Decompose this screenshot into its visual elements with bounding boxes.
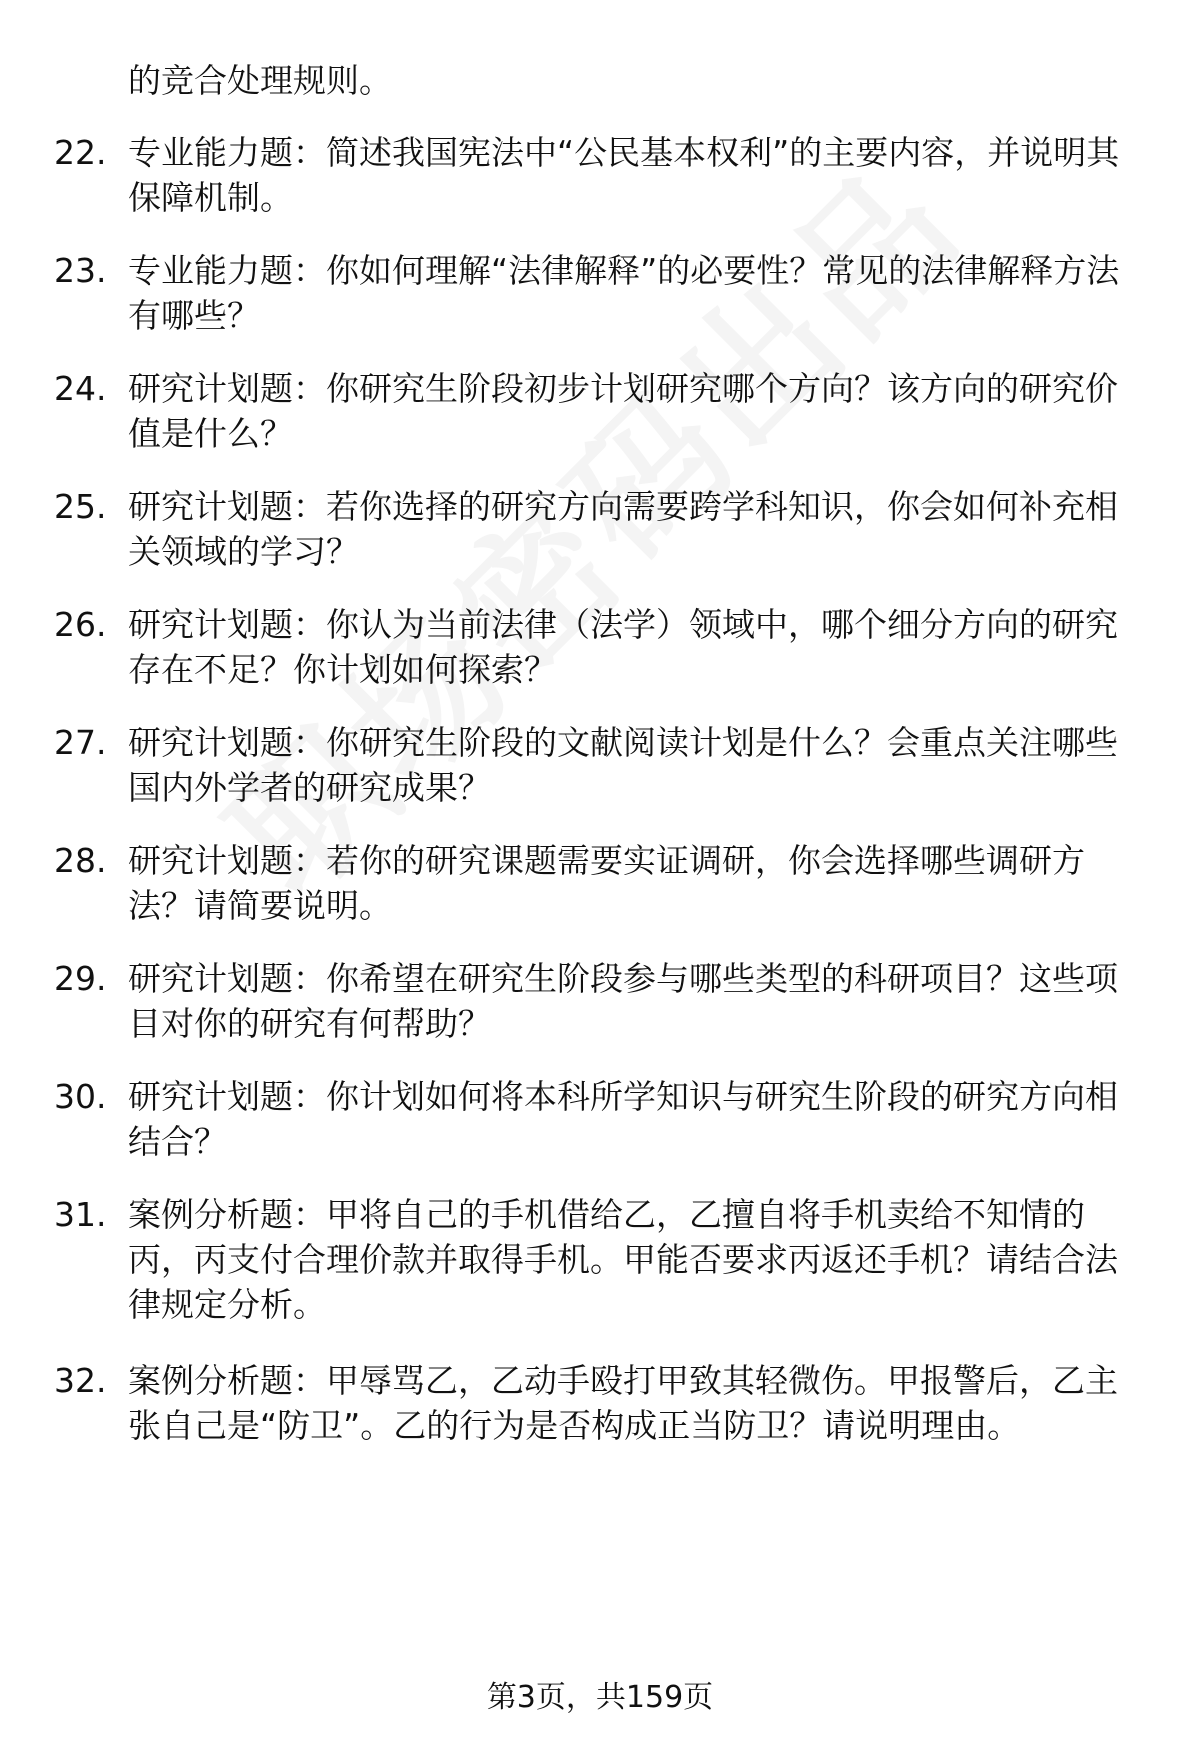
question-text: 研究计划题：你认为当前法律（法学）领域中，哪个细分方向的研究存在不足？你计划如何探索？ (128, 605, 1118, 689)
question-27 (54, 720, 1144, 810)
question-23 (54, 248, 1144, 338)
question-number: 28. (54, 841, 107, 880)
question-29 (54, 956, 1144, 1046)
question-28 (54, 838, 1144, 928)
question-number: 31. (54, 1195, 107, 1234)
question-30 (54, 1074, 1144, 1164)
question-text: 研究计划题：你研究生阶段的文献阅读计划是什么？会重点关注哪些国内外学者的研究成果？ (128, 723, 1118, 807)
page-footer: 第3页，共159页 (486, 1680, 714, 1715)
question-number: 30. (54, 1077, 107, 1116)
question-text: 专业能力题：简述我国宪法中“公民基本权利”的主要内容，并说明其保障机制。 (128, 133, 1120, 217)
question-25 (54, 484, 1144, 574)
question-text: 案例分析题：甲将自己的手机借给乙，乙擅自将手机卖给不知情的丙，丙支付合理价款并取得手机。甲能否要求丙返还手机？请结合法律规定分析。 (128, 1195, 1118, 1324)
question-text: 研究计划题：若你的研究课题需要实证调研，你会选择哪些调研方法？请简要说明。 (128, 841, 1085, 925)
question-number: 32. (54, 1361, 107, 1400)
question-number: 23. (54, 251, 107, 290)
question-text: 案例分析题：甲辱骂乙，乙动手殴打甲致其轻微伤。甲报警后，乙主张自己是“防卫”。乙的行为是否构成正当防卫？请说明理由。 (128, 1361, 1118, 1445)
question-text: 研究计划题：你计划如何将本科所学知识与研究生阶段的研究方向相结合？ (128, 1077, 1118, 1161)
question-text: 专业能力题：你如何理解“法律解释”的必要性？常见的法律解释方法有哪些？ (128, 251, 1120, 335)
question-text: 研究计划题：若你选择的研究方向需要跨学科知识，你会如何补充相关领域的学习？ (128, 487, 1118, 571)
question-number: 24. (54, 369, 107, 408)
question-text: 研究计划题：你希望在研究生阶段参与哪些类型的科研项目？这些项目对你的研究有何帮助？ (128, 959, 1118, 1043)
question-number: 29. (54, 959, 107, 998)
question-number: 27. (54, 723, 107, 762)
question-32 (54, 1358, 1144, 1448)
question-31 (54, 1192, 1144, 1327)
question-number: 25. (54, 487, 107, 526)
continuation-text: 的竞合处理规则。 (128, 61, 392, 100)
question-26 (54, 602, 1144, 692)
question-number: 26. (54, 605, 107, 644)
question-text: 研究计划题：你研究生阶段初步计划研究哪个方向？该方向的研究价值是什么？ (128, 369, 1118, 453)
question-22 (54, 130, 1144, 220)
question-24 (54, 366, 1144, 456)
question-number: 22. (54, 133, 107, 172)
